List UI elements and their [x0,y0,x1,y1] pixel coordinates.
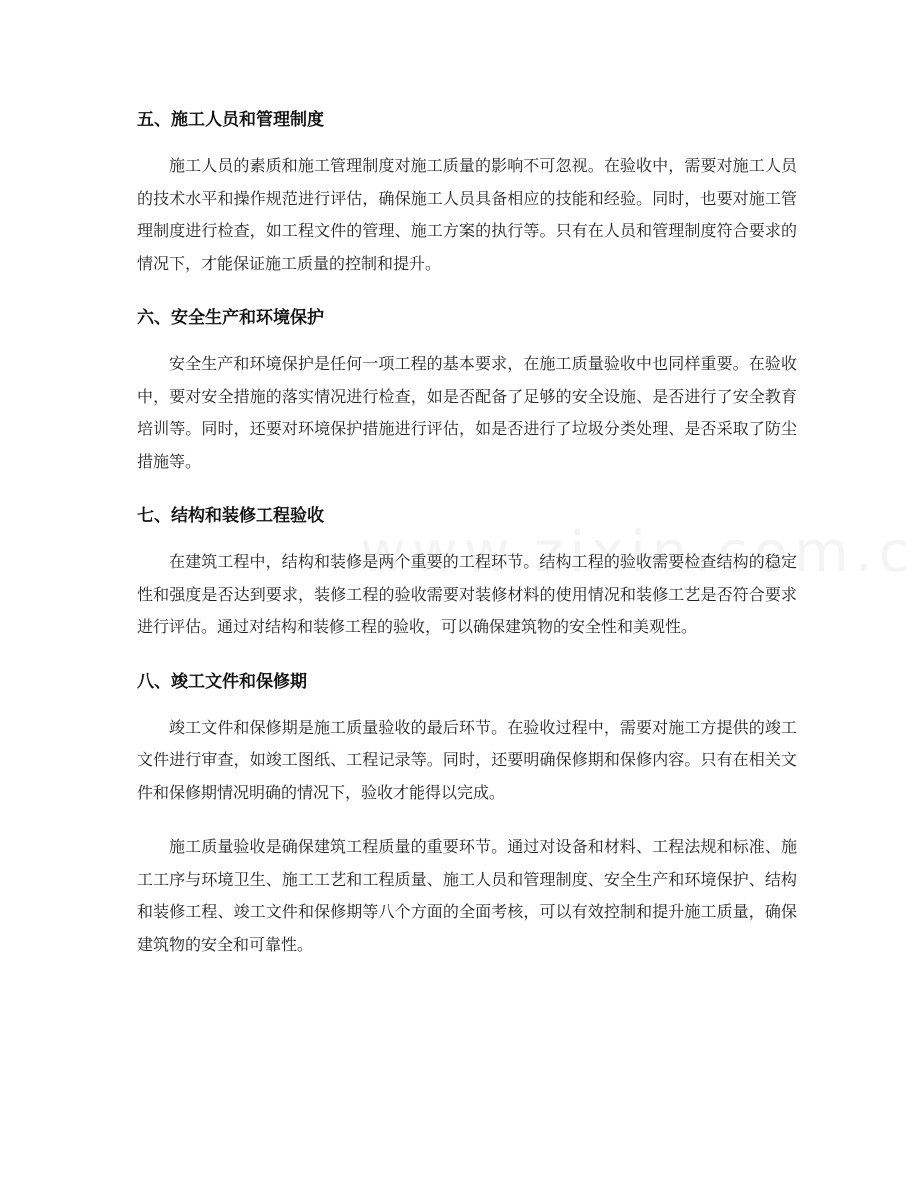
section-heading: 七、结构和装修工程验收 [137,506,324,526]
paragraph: 安全生产和环境保护是任何一项工程的基本要求，在施工质量验收中也同样重要。在验收中，要对安全措施的落实情况进行检查，如是否配备了足够的安全设施、是否进行了安全教育培训等。同时，还要对环境保护措施进行评估，如是否进行了垃圾分类处理、是否采取了防尘措施等。 [137,354,797,471]
section-heading: 六、安全生产和环境保护 [137,308,324,328]
paragraph: 施工人员的素质和施工管理制度对施工质量的影响不可忽视。在验收中，需要对施工人员的技术水平和操作规范进行评估，确保施工人员具备相应的技能和经验。同时，也要对施工管理制度进行检查，如工程文件的管理、施工方案的执行等。只有在人员和管理制度符合要求的情况下，才能保证施工质量的控制和提升。 [137,156,797,273]
section-8 [137,666,797,962]
document-body [137,104,797,983]
section-7 [137,500,797,644]
section-6 [137,302,797,478]
section-heading: 五、施工人员和管理制度 [137,110,324,130]
section-heading: 八、竣工文件和保修期 [137,671,307,692]
summary-paragraph: 施工质量验收是确保建筑工程质量的重要环节。通过对设备和材料、工程法规和标准、施工工序与环境卫生、施工工艺和工程质量、施工人员和管理制度、安全生产和环境保护、结构和装修工程、竣工文件和保修期等八个方面的全面考核，可以有效控制和提升施工质量，确保建筑物的安全和可靠性。 [137,837,797,954]
section-5 [137,104,797,280]
paragraph: 在建筑工程中，结构和装修是两个重要的工程环节。结构工程的验收需要检查结构的稳定性和强度是否达到要求，装修工程的验收需要对装修材料的使用情况和装修工艺是否符合要求进行评估。通过对结构和装修工程的验收，可以确保建筑物的安全性和美观性。 [137,552,797,636]
paragraph: 竣工文件和保修期是施工质量验收的最后环节。在验收过程中，需要对施工方提供的竣工文件进行审查，如竣工图纸、工程记录等。同时，还要明确保修期和保修内容。只有在相关文件和保修期情况明确的情况下，验收才能得以完成。 [137,717,797,802]
